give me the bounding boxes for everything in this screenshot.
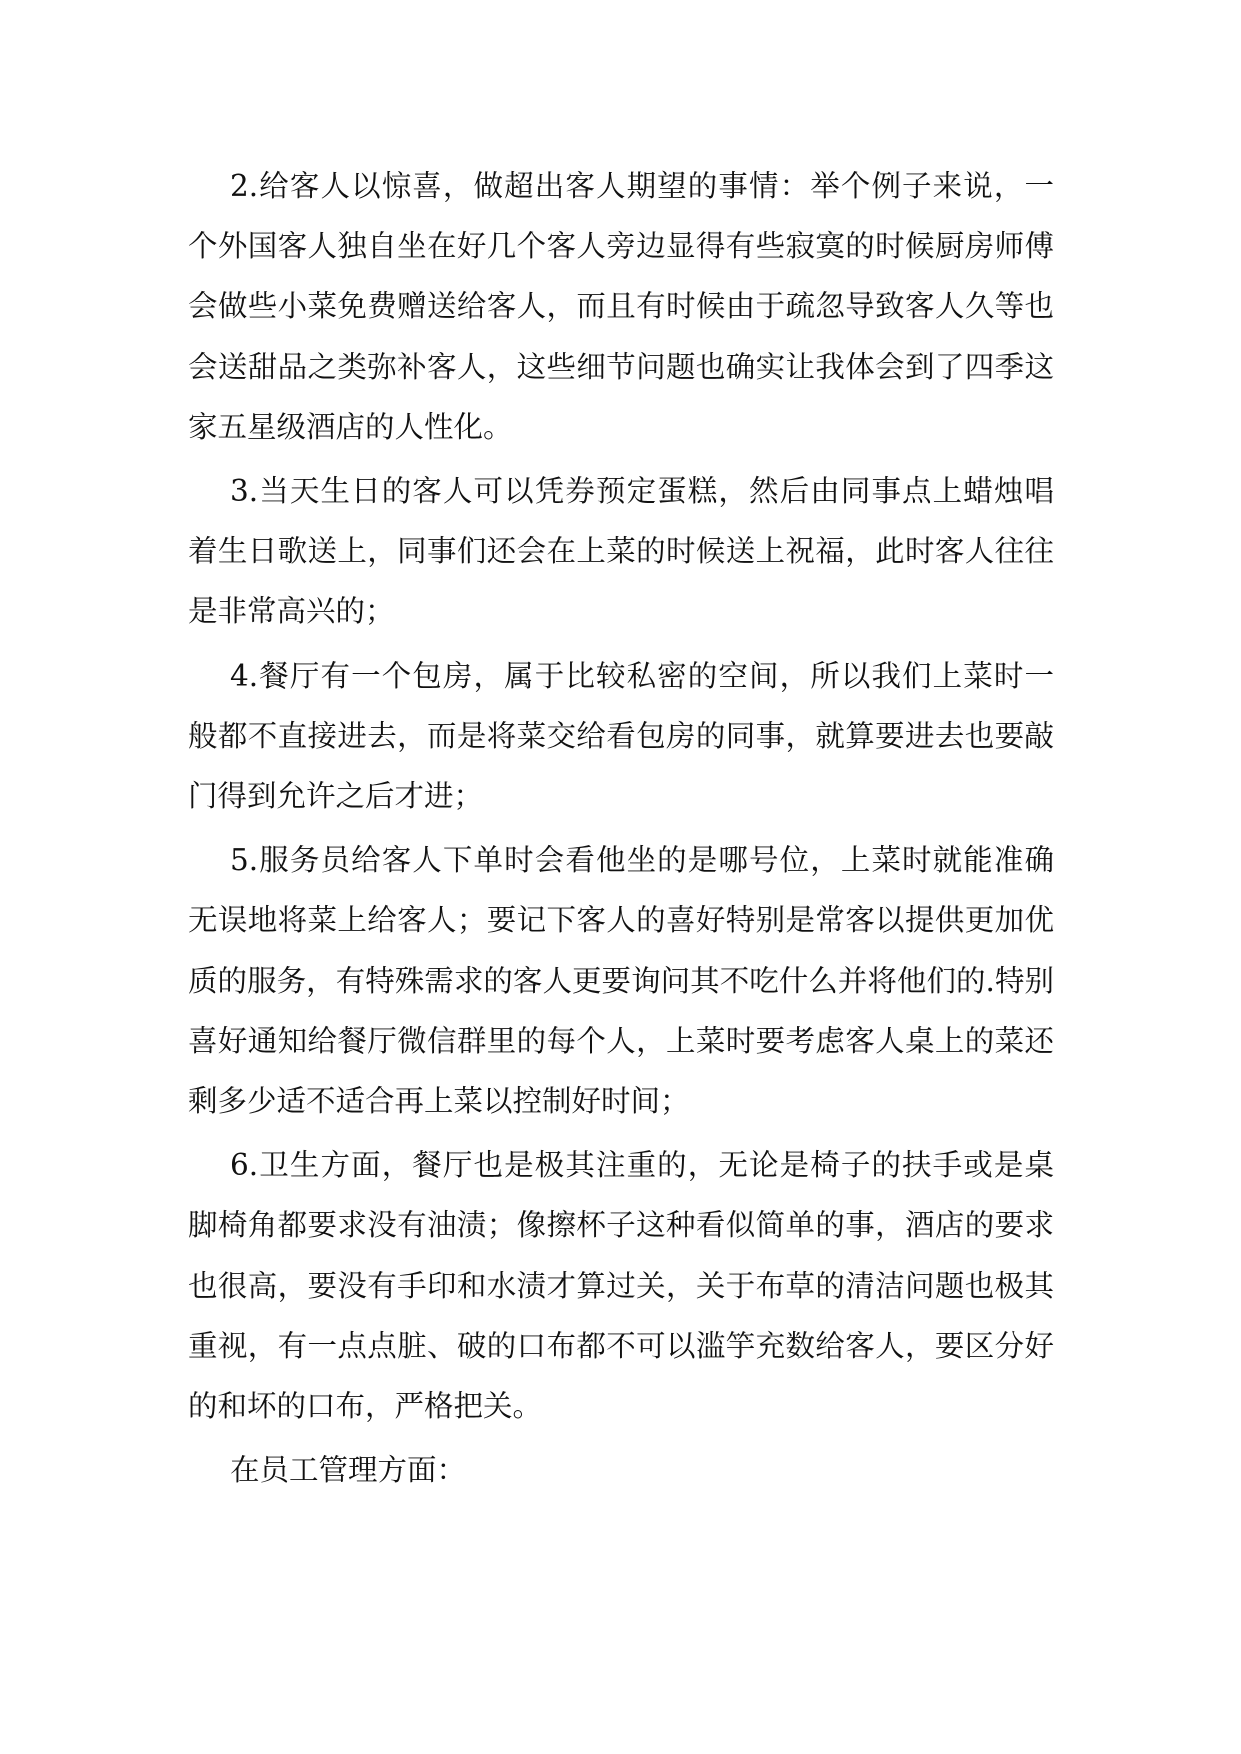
paragraph-hygiene: 6.卫生方面，餐厅也是极其注重的，无论是椅子的扶手或是桌脚椅角都要求没有油渍；像擦杯子这种看似简单的事，酒店的要求也很高，要没有手印和水渍才算过关，关于布草的清洁问题也极其重视，有一点点脏、破的口布都不可以滥竽充数给客人，要区分好的和坏的口布，严格把关。: [188, 1148, 1054, 1424]
paragraph-surprise-guests: 2.给客人以惊喜，做超出客人期望的事情：举个例子来说，一个外国客人独自坐在好几个客人旁边显得有些寂寞的时候厨房师傅会做些小菜免费赠送给客人，而且有时候由于疏忽导致客人久等也会送甜品之类弥补客人，这些细节问题也确实让我体会到了四季这家五星级酒店的人性化。: [188, 169, 1054, 444]
paragraph-private-room: 4.餐厅有一个包房，属于比较私密的空间，所以我们上菜时一般都不直接进去，而是将菜交给看包房的同事，就算要进去也要敲门得到允许之后才进；: [188, 658, 1054, 814]
paragraph-birthday-cake: 3.当天生日的客人可以凭券预定蛋糕，然后由同事点上蜡烛唱着生日歌送上，同事们还会在上菜的时候送上祝福，此时客人往往是非常高兴的；: [188, 474, 1054, 629]
paragraph-staff-management: 在员工管理方面：: [230, 1453, 467, 1488]
paragraph-order-service: 5.服务员给客人下单时会看他坐的是哪号位，上菜时就能准确无误地将菜上给客人；要记下客人的喜好特别是常客以提供更加优质的服务，有特殊需求的客人更要询问其不吃什么并将他们的.特别喜好通知给餐厅微信群里的每个人，上菜时要考虑客人桌上的菜还剩多少适不适合再上菜以控制好时间；: [188, 843, 1054, 1119]
document-body: [188, 156, 1054, 1504]
